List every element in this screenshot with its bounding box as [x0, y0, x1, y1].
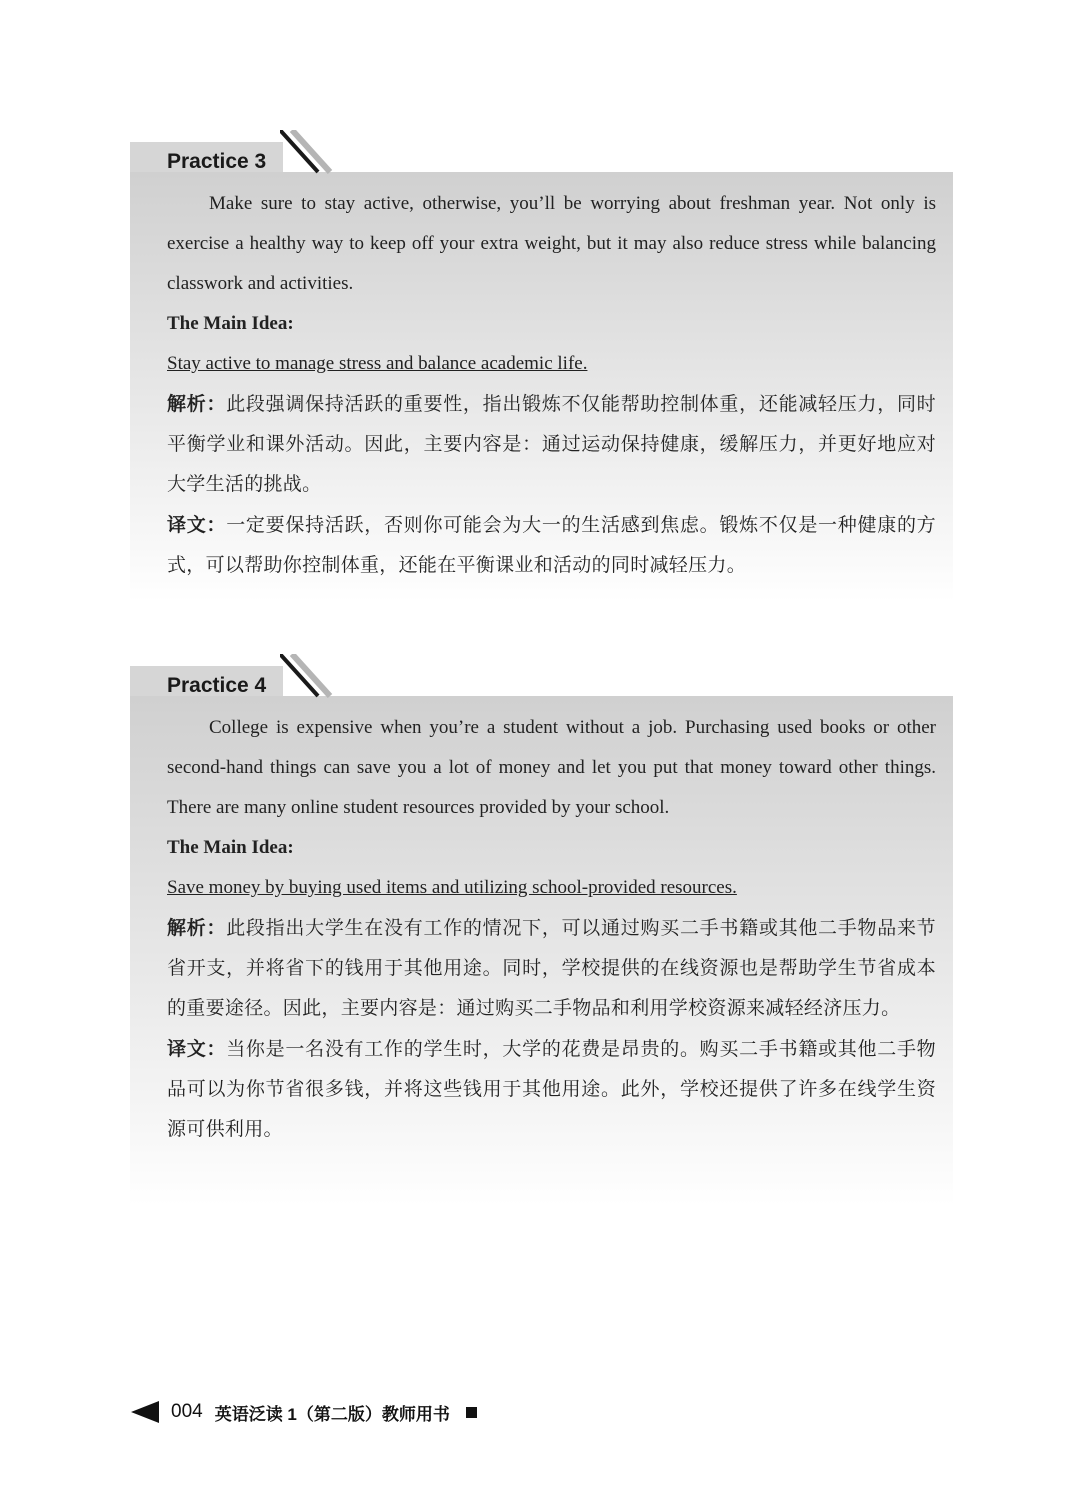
practice-4-analysis-label: 解析： [167, 917, 227, 939]
practice-4-title: Practice 4 [167, 674, 267, 697]
practice-4-main-idea-label: The Main Idea: [167, 837, 294, 858]
practice-3-analysis-label: 解析： [167, 393, 227, 415]
practice-3-translation-label: 译文： [167, 514, 227, 536]
page-footer [131, 1399, 477, 1425]
practice-3-analysis-text: 此段强调保持活跃的重要性，指出锻炼不仅能帮助控制体重，还能减轻压力，同时平衡学业和课外活动。因此，主要内容是：通过运动保持健康，缓解压力，并更好地应对大学生活的挑战。 [167, 394, 936, 495]
practice-3-translation [167, 505, 936, 586]
practice-4-translation-text: 当你是一名没有工作的学生时，大学的花费是昂贵的。购买二手书籍或其他二手物品可以为你节省很多钱，并将这些钱用于其他用途。此外，学校还提供了许多在线学生资源可供利用。 [167, 1039, 936, 1140]
practice-3-title: Practice 3 [167, 150, 267, 173]
double-slash-decoration-icon [280, 654, 340, 700]
practice-3-analysis [167, 384, 936, 505]
practice-3-main-idea [167, 344, 936, 384]
practice-4-content [167, 708, 936, 1150]
book-title: 英语泛读 1（第二版）教师用书 [214, 1404, 450, 1424]
double-slash-decoration-icon [280, 130, 340, 176]
practice-3-content [167, 184, 936, 586]
page-number: 004 [171, 1401, 203, 1422]
practice-3-main-idea-text: Stay active to manage stress and balance academic life. [167, 353, 588, 374]
practice-4-main-idea-text: Save money by buying used items and utilizing school-provided resources. [167, 877, 737, 898]
left-triangle-icon [131, 1401, 159, 1423]
practice-3-section [130, 142, 953, 602]
practice-4-paragraph: College is expensive when you’re a student without a job. Purchasing used books or other second-hand things can save you a lot of money and let you put that money toward other things. There are many online student resources provided by your school. [167, 717, 936, 818]
practice-4-section [130, 666, 953, 1206]
practice-4-translation-label: 译文： [167, 1038, 227, 1060]
practice-4-translation [167, 1029, 936, 1150]
square-marker-icon [466, 1407, 477, 1418]
practice-3-translation-text: 一定要保持活跃，否则你可能会为大一的生活感到焦虑。锻炼不仅是一种健康的方式，可以帮助你控制体重，还能在平衡课业和活动的同时减轻压力。 [167, 515, 936, 576]
practice-4-main-idea [167, 868, 936, 908]
practice-4-analysis-text: 此段指出大学生在没有工作的情况下，可以通过购买二手书籍或其他二手物品来节省开支，并将省下的钱用于其他用途。同时，学校提供的在线资源也是帮助学生节省成本的重要途径。因此，主要内容是：通过购买二手物品和利用学校资源来减轻经济压力。 [167, 918, 936, 1019]
practice-3-main-idea-label: The Main Idea: [167, 313, 294, 334]
practice-4-analysis [167, 908, 936, 1029]
practice-3-paragraph: Make sure to stay active, otherwise, you’ll be worrying about freshman year. Not only is exercise a healthy way to keep off your extra weight, but it may also reduce stress while balancing classwork and activities. [167, 193, 936, 294]
